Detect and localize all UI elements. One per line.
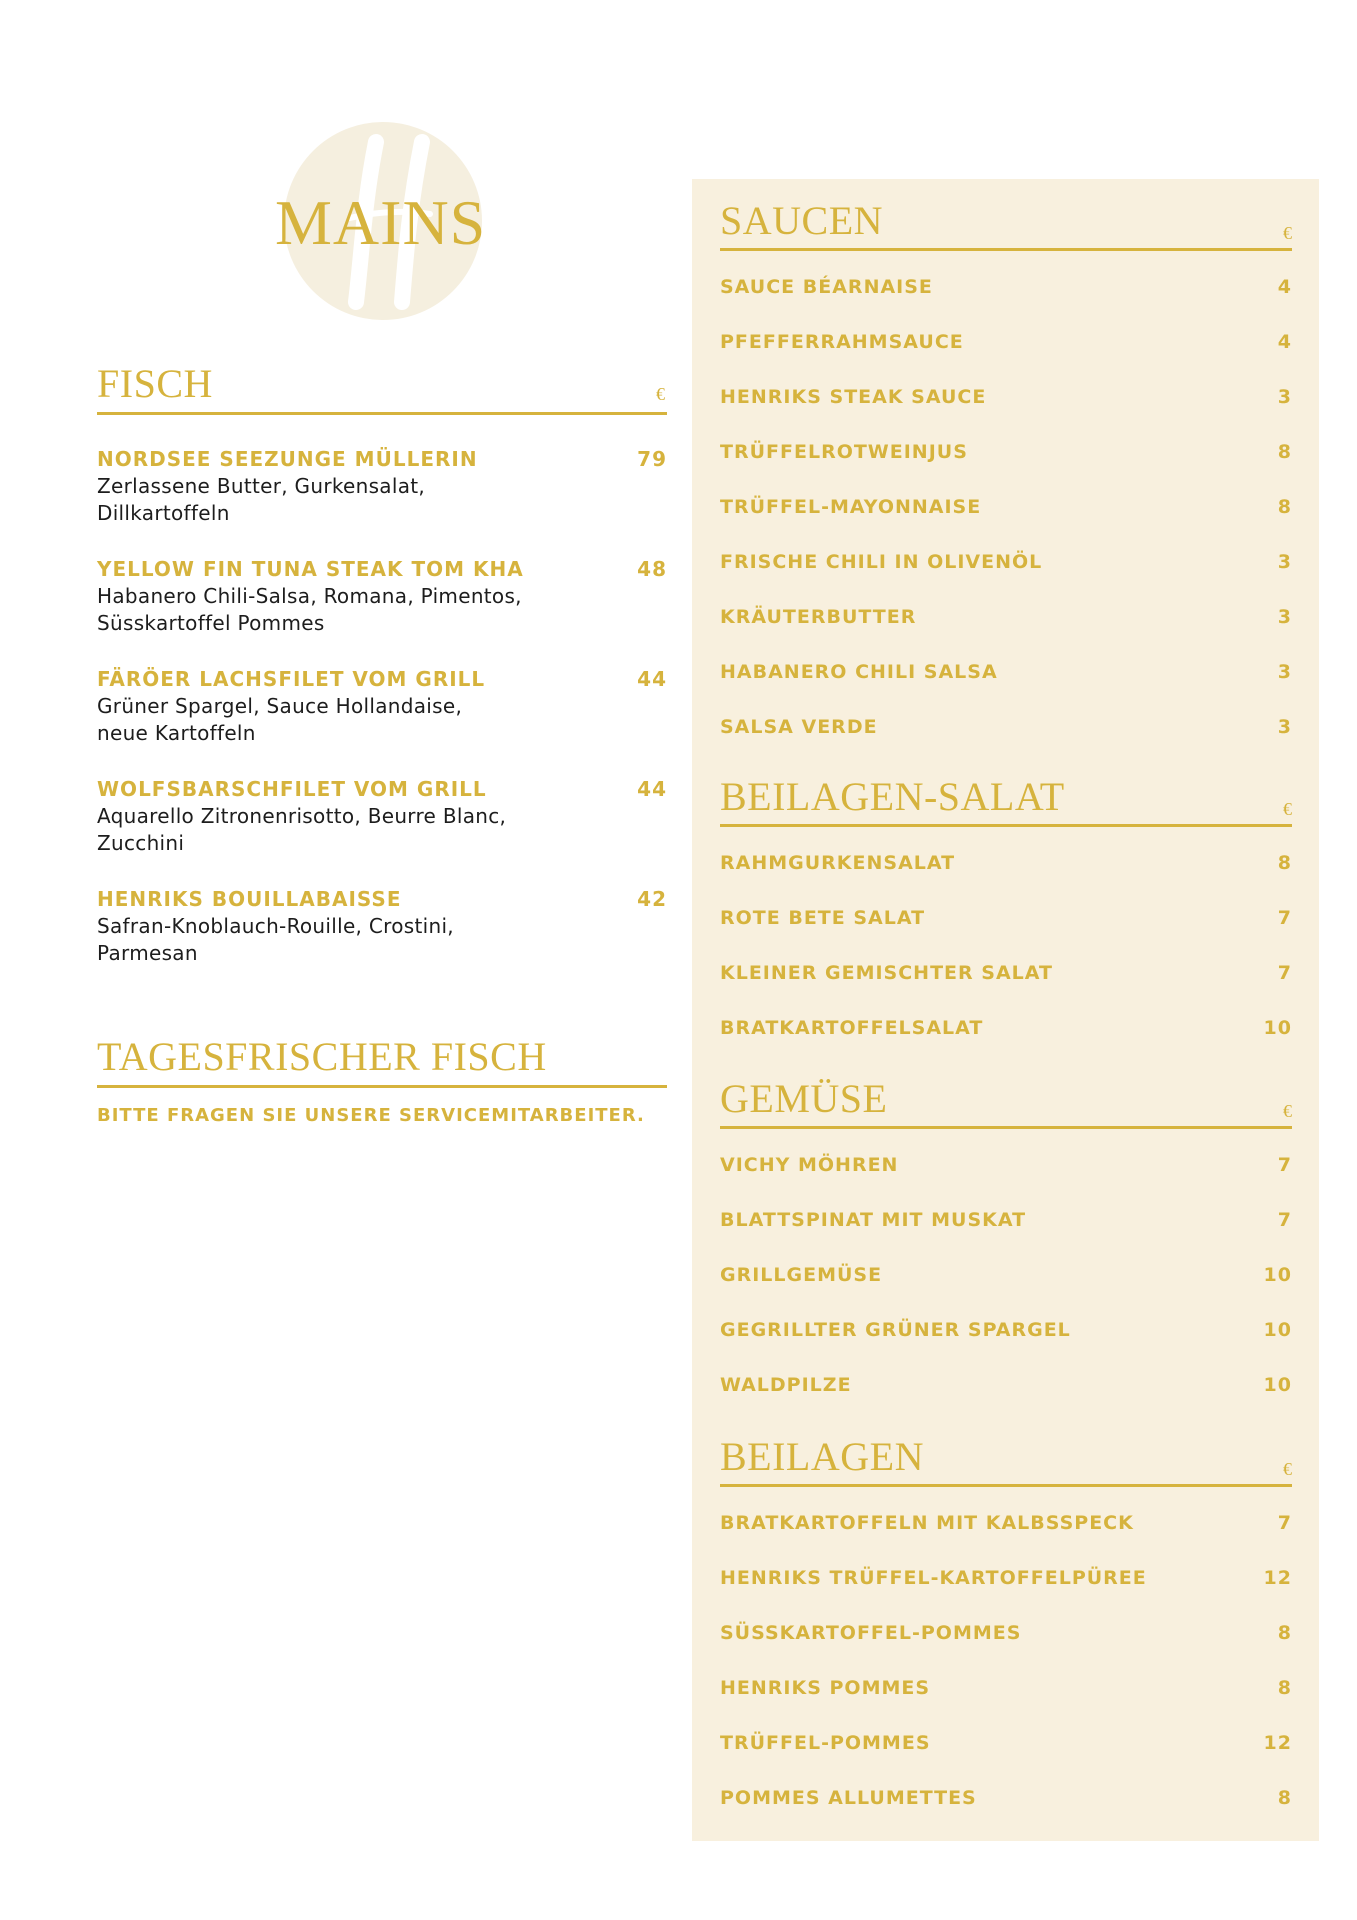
fisch-title: FISCH <box>97 361 213 406</box>
dish-item <box>97 666 667 747</box>
item-name: HABANERO CHILI SALSA <box>720 661 998 683</box>
item-price: 3 <box>1277 661 1292 683</box>
dish-price: 44 <box>637 777 667 801</box>
dish-description: neue Kartoffeln <box>97 721 256 745</box>
gemuese-section <box>720 1076 1292 1427</box>
gemuese-title: GEMÜSE <box>720 1076 888 1121</box>
list-item <box>720 329 1292 384</box>
section-divider <box>720 248 1292 251</box>
item-price: 12 <box>1263 1732 1292 1754</box>
list-item <box>720 1675 1292 1730</box>
list-item <box>720 384 1292 439</box>
dish-description: Aquarello Zitronenrisotto, Beurre Blanc, <box>97 804 507 828</box>
beilagen-title: BEILAGEN <box>720 1434 924 1479</box>
list-item <box>720 604 1292 659</box>
item-price: 8 <box>1277 496 1292 518</box>
currency-symbol: € <box>656 384 665 404</box>
section-divider <box>97 1085 667 1088</box>
dish-name: HENRIKS BOUILLABAISSE <box>97 887 402 911</box>
item-name: RAHMGURKENSALAT <box>720 852 956 874</box>
dish-name: YELLOW FIN TUNA STEAK TOM KHA <box>97 557 524 581</box>
item-name: SAUCE BÉARNAISE <box>720 276 933 298</box>
item-name: BLATTSPINAT MIT MUSKAT <box>720 1209 1027 1231</box>
item-price: 12 <box>1263 1567 1292 1589</box>
currency-symbol: € <box>1283 1459 1292 1479</box>
dish-description: Habanero Chili-Salsa, Romana, Pimentos, <box>97 584 522 608</box>
item-price: 3 <box>1277 606 1292 628</box>
item-price: 4 <box>1277 331 1292 353</box>
item-price: 8 <box>1277 1622 1292 1644</box>
item-price: 3 <box>1277 386 1292 408</box>
list-item <box>720 850 1292 905</box>
item-name: PFEFFERRAHMSAUCE <box>720 331 964 353</box>
currency-symbol: € <box>1283 1101 1292 1121</box>
list-item <box>720 1015 1292 1070</box>
beilagen-list <box>720 1510 1292 1840</box>
item-price: 3 <box>1277 551 1292 573</box>
dish-price: 48 <box>637 557 667 581</box>
item-price: 3 <box>1277 716 1292 738</box>
item-name: TRÜFFEL-POMMES <box>720 1732 931 1754</box>
gemuese-list <box>720 1152 1292 1427</box>
page-title: MAINS <box>275 187 487 258</box>
dish-description: Zucchini <box>97 831 185 855</box>
section-divider <box>720 824 1292 827</box>
dish-price: 44 <box>637 667 667 691</box>
item-price: 10 <box>1263 1374 1292 1396</box>
dish-name: FÄRÖER LACHSFILET VOM GRILL <box>97 667 486 691</box>
item-name: SALSA VERDE <box>720 716 878 738</box>
section-divider <box>97 412 667 415</box>
dish-item <box>97 776 667 857</box>
list-item <box>720 1510 1292 1565</box>
item-name: VICHY MÖHREN <box>720 1154 899 1176</box>
item-name: HENRIKS POMMES <box>720 1677 931 1699</box>
item-name: GEGRILLTER GRÜNER SPARGEL <box>720 1319 1071 1341</box>
list-item <box>720 1317 1292 1372</box>
item-name: SÜSSKARTOFFEL-POMMES <box>720 1622 1022 1644</box>
dish-name: NORDSEE SEEZUNGE MÜLLERIN <box>97 447 478 471</box>
list-item <box>720 494 1292 549</box>
item-name: BRATKARTOFFELN MIT KALBSSPECK <box>720 1512 1134 1534</box>
dish-item <box>97 446 667 527</box>
fisch-section-header <box>97 362 667 415</box>
list-item <box>720 714 1292 769</box>
dish-description: Safran-Knoblauch-Rouille, Crostini, <box>97 914 454 938</box>
item-name: WALDPILZE <box>720 1374 852 1396</box>
saucen-section <box>720 198 1292 769</box>
dish-item <box>97 556 667 637</box>
section-divider <box>720 1484 1292 1487</box>
dish-name: WOLFSBARSCHFILET VOM GRILL <box>97 777 487 801</box>
list-item <box>720 274 1292 329</box>
list-item <box>720 1207 1292 1262</box>
item-name: GRILLGEMÜSE <box>720 1264 883 1286</box>
sides-panel <box>692 179 1319 1841</box>
list-item <box>720 960 1292 1015</box>
item-name: HENRIKS TRÜFFEL-KARTOFFELPÜREE <box>720 1567 1147 1589</box>
dish-item <box>97 886 667 967</box>
list-item <box>720 1620 1292 1675</box>
list-item <box>720 905 1292 960</box>
item-price: 7 <box>1277 1209 1292 1231</box>
item-price: 4 <box>1277 276 1292 298</box>
dish-price: 79 <box>637 447 667 471</box>
item-price: 7 <box>1277 962 1292 984</box>
dish-description: Parmesan <box>97 941 198 965</box>
beilagen-section <box>720 1434 1292 1840</box>
list-item <box>720 439 1292 494</box>
currency-symbol: € <box>1283 223 1292 243</box>
list-item <box>720 549 1292 604</box>
item-price: 7 <box>1277 1512 1292 1534</box>
tagesfrischer-title: TAGESFRISCHER FISCH <box>97 1034 547 1079</box>
tagesfrischer-note: BITTE FRAGEN SIE UNSERE SERVICEMITARBEITER. <box>97 1105 645 1126</box>
saucen-list <box>720 274 1292 769</box>
list-item <box>720 1785 1292 1840</box>
item-price: 8 <box>1277 852 1292 874</box>
item-name: POMMES ALLUMETTES <box>720 1787 977 1809</box>
item-price: 10 <box>1263 1319 1292 1341</box>
item-price: 8 <box>1277 1787 1292 1809</box>
dish-description: Süsskartoffel Pommes <box>97 611 325 635</box>
item-price: 8 <box>1277 441 1292 463</box>
item-name: TRÜFFELROTWEINJUS <box>720 441 968 463</box>
list-item <box>720 1262 1292 1317</box>
item-name: FRISCHE CHILI IN OLIVENÖL <box>720 551 1043 573</box>
item-name: BRATKARTOFFELSALAT <box>720 1017 984 1039</box>
currency-symbol: € <box>1283 799 1292 819</box>
list-item <box>720 1730 1292 1785</box>
beilagen-salat-title: BEILAGEN-SALAT <box>720 774 1065 819</box>
item-name: KLEINER GEMISCHTER SALAT <box>720 962 1053 984</box>
item-name: KRÄUTERBUTTER <box>720 606 917 628</box>
list-item <box>720 1372 1292 1427</box>
item-price: 7 <box>1277 1154 1292 1176</box>
item-price: 10 <box>1263 1264 1292 1286</box>
dish-description: Zerlassene Butter, Gurkensalat, <box>97 474 426 498</box>
saucen-title: SAUCEN <box>720 198 884 243</box>
dish-price: 42 <box>637 887 667 911</box>
list-item <box>720 1565 1292 1620</box>
item-name: TRÜFFEL-MAYONNAISE <box>720 496 982 518</box>
dish-description: Dillkartoffeln <box>97 501 230 525</box>
list-item <box>720 1152 1292 1207</box>
section-divider <box>720 1126 1292 1129</box>
beilagen-salat-list <box>720 850 1292 1070</box>
item-name: ROTE BETE SALAT <box>720 907 926 929</box>
item-price: 10 <box>1263 1017 1292 1039</box>
tagesfrischer-section-header <box>97 1035 667 1088</box>
beilagen-salat-section <box>720 774 1292 1070</box>
item-name: HENRIKS STEAK SAUCE <box>720 386 987 408</box>
item-price: 8 <box>1277 1677 1292 1699</box>
item-price: 7 <box>1277 907 1292 929</box>
dish-description: Grüner Spargel, Sauce Hollandaise, <box>97 694 463 718</box>
list-item <box>720 659 1292 714</box>
